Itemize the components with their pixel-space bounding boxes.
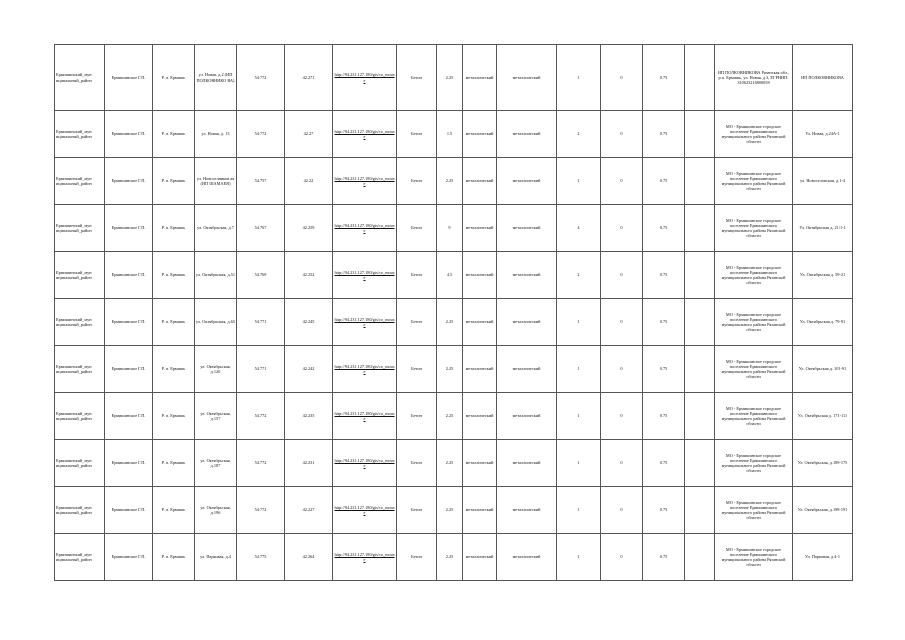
cell-lat: 54.772 [237,45,285,111]
cell-empty [685,534,715,581]
table-row [55,158,853,205]
cell-count2: 0 [601,299,643,346]
cell-surface: Бетон [397,346,437,393]
cell-district: Ермишинский_мун иципальный_район [55,487,105,534]
cell-lon: 42.259 [285,205,333,252]
cell-empty [685,299,715,346]
cell-lat: 54.772 [237,440,285,487]
cell-district: Ермишинский_мун иципальный_район [55,346,105,393]
cell-volume: 0.75 [643,111,685,158]
cell-volume: 0.75 [643,487,685,534]
cell-container-type: металлический [497,111,557,158]
cell-volume: 0.75 [643,534,685,581]
cell-area: 4.5 [437,252,463,299]
cell-volume: 0.75 [643,393,685,440]
cell-source: ИП ПОЛКОВНИКОВА [793,45,853,111]
cell-volume: 0.75 [643,440,685,487]
cell-settlement: Ермишинское Г.П. [105,158,153,205]
cell-empty [685,45,715,111]
cell-map-link[interactable]: http://94.231.127.180/gis/co_mouse [333,45,397,111]
cell-surface: Бетон [397,45,437,111]
cell-container-type: металлический [497,205,557,252]
cell-address: ул. Октябрьская, д.51 [195,252,237,299]
cell-lon: 42.271 [285,45,333,111]
cell-locality: Р. п. Ермишь [153,393,195,440]
cell-enclosure: металлический [463,111,497,158]
cell-owner: МО - Ермишинское городское поселение Ермишинского муниципального района Рязанской области [715,534,793,581]
cell-settlement: Ермишинское Г.П. [105,440,153,487]
cell-count: 1 [557,158,601,205]
cell-enclosure: металлический [463,45,497,111]
cell-surface: Бетон [397,299,437,346]
cell-locality: Р. п. Ермишь [153,299,195,346]
cell-count: 1 [557,346,601,393]
cell-surface: Бетон [397,158,437,205]
cell-owner: МО - Ермишинское городское поселение Ермишинского муниципального района Рязанской области [715,393,793,440]
cell-source: Ул. Парковая, д.4-1 [793,534,853,581]
table-row [55,393,853,440]
table-body [55,45,853,581]
cell-container-type: металлический [497,487,557,534]
cell-locality: Р. п. Ермишь [153,158,195,205]
cell-map-link[interactable]: http://94.231.127.180/gis/co_mouse [333,534,397,581]
cell-surface: Бетон [397,534,437,581]
cell-count2: 0 [601,487,643,534]
cell-container-type: металлический [497,534,557,581]
cell-area: 2.25 [437,45,463,111]
cell-surface: Бетон [397,487,437,534]
document-sheet [54,44,852,581]
cell-empty [685,111,715,158]
cell-count: 1 [557,393,601,440]
cell-address: ул. Октябрьская, д.196 [195,487,237,534]
cell-enclosure: металлический [463,487,497,534]
cell-surface: Бетон [397,111,437,158]
cell-locality: Р. п. Ермишь [153,346,195,393]
cell-container-type: металлический [497,393,557,440]
cell-surface: Бетон [397,252,437,299]
cell-lat: 54.772 [237,111,285,158]
cell-lat: 54.772 [237,487,285,534]
cell-container-type: металлический [497,346,557,393]
cell-owner: МО - Ермишинское городское поселение Ермишинского муниципального района Рязанской области [715,487,793,534]
cell-enclosure: металлический [463,393,497,440]
cell-lon: 42.264 [285,534,333,581]
table-row [55,534,853,581]
cell-map-link[interactable]: http://94.231.127.180/gis/co_mouse [333,346,397,393]
cell-address: ул. Новая, д. 13 [195,111,237,158]
cell-empty [685,346,715,393]
table-row [55,45,853,111]
table-row [55,487,853,534]
cell-volume: 0.75 [643,252,685,299]
cell-volume: 0.75 [643,299,685,346]
cell-enclosure: металлический [463,534,497,581]
cell-count: 1 [557,299,601,346]
cell-district: Ермишинский_мун иципальный_район [55,158,105,205]
cell-enclosure: металлический [463,299,497,346]
cell-owner: МО - Ермишинское городское поселение Ермишинского муниципального района Рязанской области [715,205,793,252]
cell-owner: ИП ПОЛКОВНИКОВА Рязанская обл., р.п. Ермишь, ул. Новая, д.3, ЕГРНИП: 310623216800058 [715,45,793,111]
cell-owner: МО - Ермишинское городское поселение Ермишинского муниципального района Рязанской области [715,111,793,158]
cell-district: Ермишинский_мун иципальный_район [55,393,105,440]
cell-count2: 0 [601,346,643,393]
cell-enclosure: металлический [463,158,497,205]
cell-source: Ул. Новая, д.24А-1 [793,111,853,158]
cell-address: ул. Октябрьская, д.187 [195,440,237,487]
cell-count2: 0 [601,252,643,299]
cell-map-link[interactable]: http://94.231.127.180/gis/co_mouse [333,393,397,440]
cell-lon: 42.252 [285,252,333,299]
cell-surface: Бетон [397,393,437,440]
cell-source: Ул. Октябрьская д. 101-91 [793,346,853,393]
cell-count: 1 [557,487,601,534]
cell-area: 2.25 [437,158,463,205]
cell-district: Ермишинский_мун иципальный_район [55,299,105,346]
cell-count2: 0 [601,111,643,158]
cell-area: 2.25 [437,440,463,487]
cell-address: ул. Парковая, д.4 [195,534,237,581]
cell-address: ул. Октябрьская, д.120 [195,346,237,393]
cell-empty [685,440,715,487]
cell-enclosure: металлический [463,252,497,299]
table-row [55,346,853,393]
cell-source: Ул. Октябрьская д. 171-111 [793,393,853,440]
cell-lon: 42.231 [285,440,333,487]
cell-map-link[interactable]: http://94.231.127.180/gis/co_mouse [333,487,397,534]
cell-container-type: металлический [497,299,557,346]
cell-area: 2.25 [437,393,463,440]
cell-locality: Р. п. Ермишь [153,45,195,111]
cell-owner: МО - Ермишинское городское поселение Ермишинского муниципального района Рязанской области [715,252,793,299]
waste-sites-table [54,44,853,581]
cell-district: Ермишинский_мун иципальный_район [55,205,105,252]
table-row [55,252,853,299]
cell-count: 1 [557,45,601,111]
cell-map-link[interactable]: http://94.231.127.180/gis/co_mouse [333,205,397,252]
cell-source: Ул. Октябрьская д. 59-21 [793,252,853,299]
cell-count: 2 [557,111,601,158]
cell-map-link[interactable]: http://94.231.127.180/gis/co_mouse [333,111,397,158]
cell-locality: Р. п. Ермишь [153,440,195,487]
cell-settlement: Ермишинское Г.П. [105,111,153,158]
table-row [55,299,853,346]
cell-area: 2.25 [437,534,463,581]
cell-lat: 54.771 [237,299,285,346]
cell-source: Ул. Октябрьская, д.189-175 [793,440,853,487]
cell-count: 4 [557,205,601,252]
cell-container-type: металлический [497,252,557,299]
cell-address: ул. Октябрьская, д.65 [195,299,237,346]
cell-lat: 54.771 [237,346,285,393]
cell-count: 1 [557,440,601,487]
cell-owner: МО - Ермишинское городское поселение Ермишинского муниципального района Рязанской области [715,158,793,205]
cell-count2: 0 [601,393,643,440]
cell-lon: 42.22 [285,158,333,205]
cell-surface: Бетон [397,440,437,487]
table-row [55,440,853,487]
cell-source: Ул. Октябрьская д. 79-91 [793,299,853,346]
cell-lat: 54.769 [237,252,285,299]
cell-area: 9 [437,205,463,252]
cell-empty [685,487,715,534]
cell-locality: Р. п. Ермишь [153,252,195,299]
cell-district: Ермишинский_мун иципальный_район [55,111,105,158]
cell-map-link[interactable]: http://94.231.127.180/gis/co_mouse [333,158,397,205]
cell-map-link[interactable]: http://94.231.127.180/gis/co_mouse [333,252,397,299]
cell-empty [685,158,715,205]
cell-count: 1 [557,534,601,581]
cell-container-type: металлический [497,440,557,487]
cell-owner: МО - Ермишинское городское поселение Ермишинского муниципального района Рязанской области [715,299,793,346]
cell-lat: 54.767 [237,205,285,252]
cell-settlement: Ермишинское Г.П. [105,299,153,346]
cell-locality: Р. п. Ермишь [153,534,195,581]
cell-lat: 54.775 [237,534,285,581]
cell-count2: 0 [601,440,643,487]
cell-locality: Р. п. Ермишь [153,111,195,158]
cell-locality: Р. п. Ермишь [153,487,195,534]
cell-volume: 0.75 [643,205,685,252]
cell-lon: 42.27 [285,111,333,158]
cell-owner: МО - Ермишинское городское поселение Ермишинского муниципального района Рязанской области [715,346,793,393]
cell-address: ул. Новоселников ая (ИП ШАМАЕВ) [195,158,237,205]
cell-lat: 54.772 [237,393,285,440]
cell-settlement: Ермишинское Г.П. [105,393,153,440]
cell-district: Ермишинский_мун иципальный_район [55,440,105,487]
cell-settlement: Ермишинское Г.П. [105,534,153,581]
cell-lon: 42.227 [285,487,333,534]
cell-enclosure: металлический [463,205,497,252]
cell-lon: 42.242 [285,346,333,393]
cell-settlement: Ермишинское Г.П. [105,252,153,299]
cell-address: ул. Новая, д.2 (ИП ПОЛКОВНИКО ВА) [195,45,237,111]
cell-source: Ул. Октябрьская д. 21/1-1 [793,205,853,252]
cell-area: 1.5 [437,111,463,158]
cell-locality: Р. п. Ермишь [153,205,195,252]
cell-settlement: Ермишинское Г.П. [105,346,153,393]
table-row [55,205,853,252]
cell-container-type: металлический [497,45,557,111]
cell-settlement: Ермишинское Г.П. [105,205,153,252]
cell-area: 2.25 [437,299,463,346]
cell-area: 2.25 [437,487,463,534]
cell-owner: МО - Ермишинское городское поселение Ермишинского муниципального района Рязанской области [715,440,793,487]
cell-district: Ермишинский_мун иципальный_район [55,252,105,299]
cell-volume: 0.75 [643,45,685,111]
cell-empty [685,393,715,440]
table-row [55,111,853,158]
cell-empty [685,205,715,252]
cell-settlement: Ермишинское Г.П. [105,487,153,534]
cell-count2: 0 [601,45,643,111]
cell-empty [685,252,715,299]
cell-lon: 42.235 [285,393,333,440]
cell-enclosure: металлический [463,346,497,393]
cell-address: ул. Октябрьская, д.157 [195,393,237,440]
cell-container-type: металлический [497,158,557,205]
cell-count2: 0 [601,534,643,581]
cell-surface: Бетон [397,205,437,252]
cell-volume: 0.75 [643,158,685,205]
cell-volume: 0.75 [643,346,685,393]
cell-district: Ермишинский_мун иципальный_район [55,534,105,581]
cell-count2: 0 [601,158,643,205]
cell-map-link[interactable]: http://94.231.127.180/gis/co_mouse [333,440,397,487]
cell-enclosure: металлический [463,440,497,487]
cell-count2: 0 [601,205,643,252]
cell-district: Ермишинский_мун иципальный_район [55,45,105,111]
cell-source: ул. Новоселовская, д.1-4 [793,158,853,205]
cell-lon: 42.245 [285,299,333,346]
cell-settlement: Ермишинское Г.П. [105,45,153,111]
cell-lat: 54.757 [237,158,285,205]
cell-address: ул. Октябрьская, д.7 [195,205,237,252]
cell-map-link[interactable]: http://94.231.127.180/gis/co_mouse [333,299,397,346]
cell-area: 2.25 [437,346,463,393]
cell-count: 2 [557,252,601,299]
cell-source: Ул. Октябрьская, д.198-191 [793,487,853,534]
